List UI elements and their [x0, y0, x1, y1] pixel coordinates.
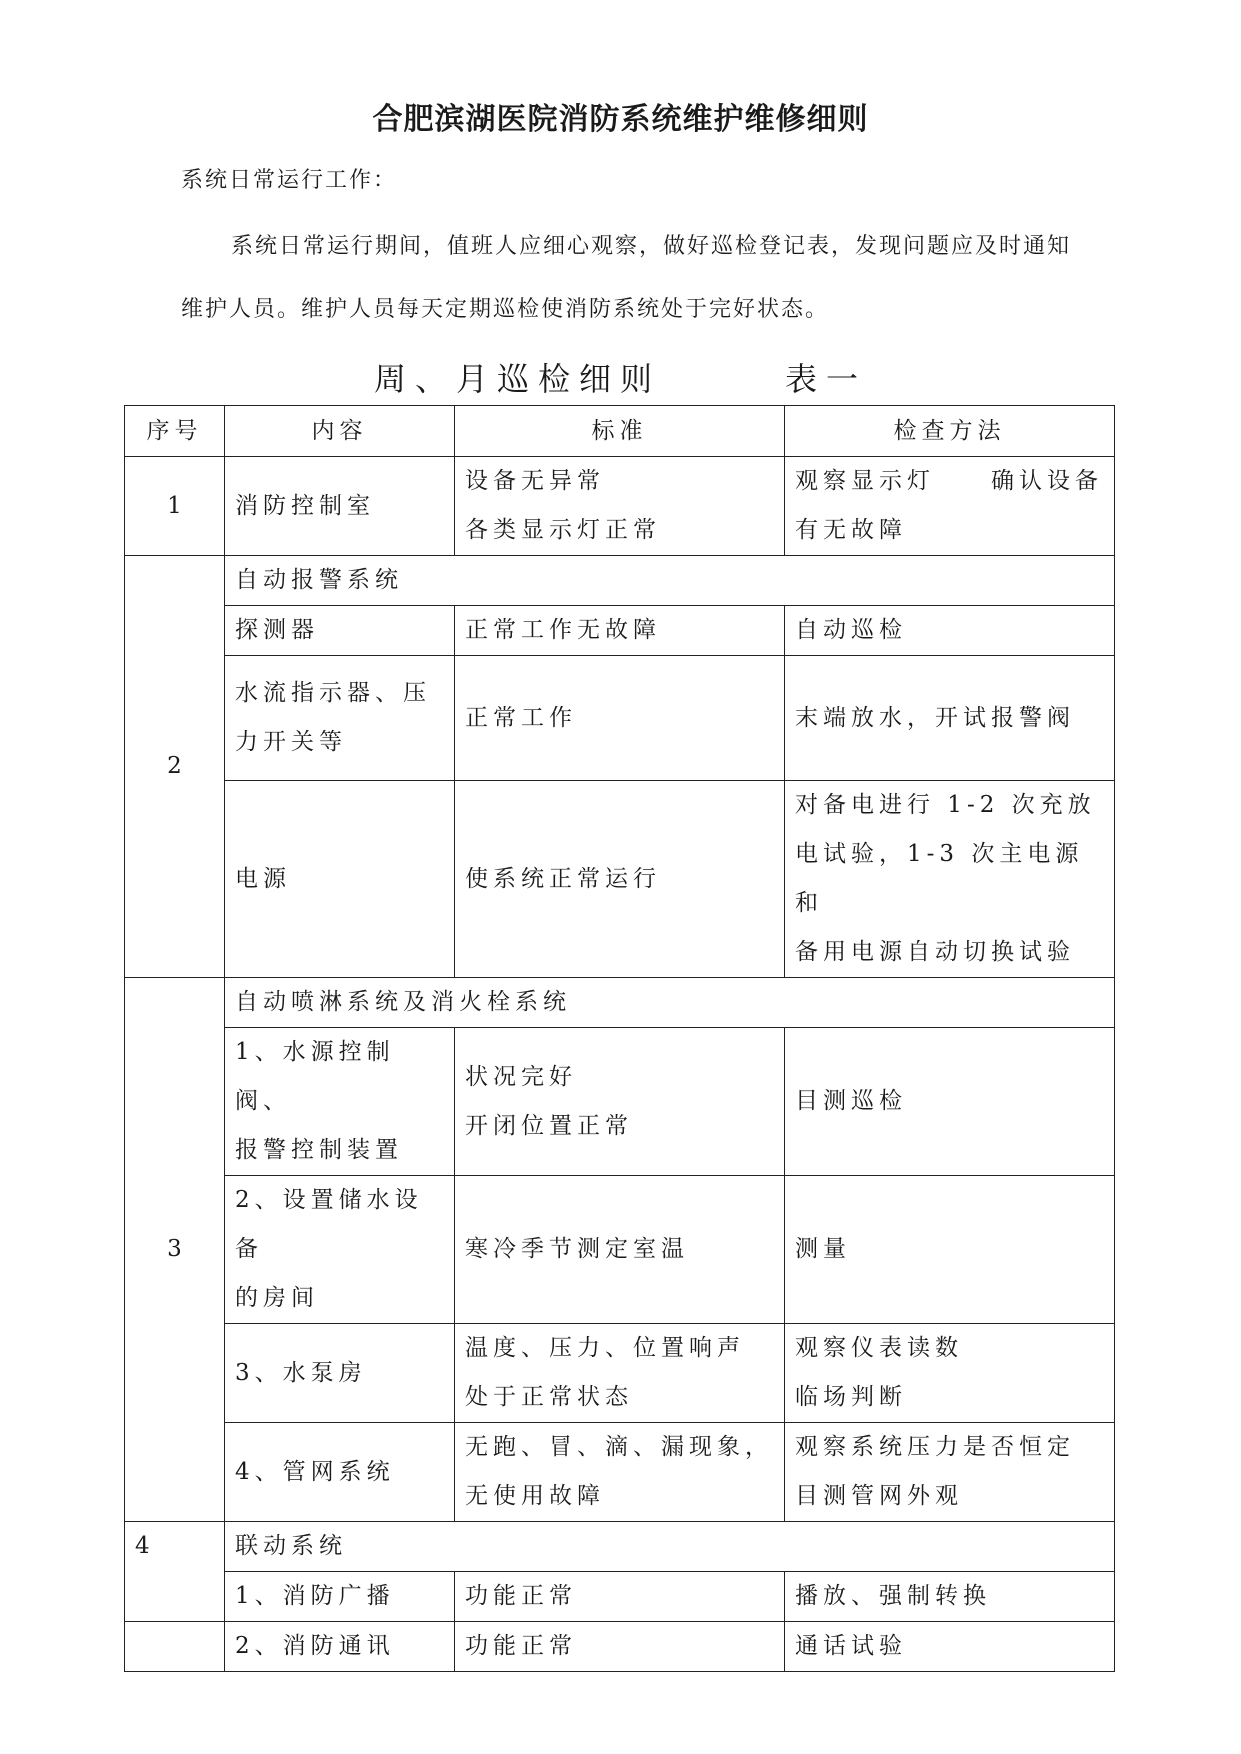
standard-cell: 寒冷季节测定室温 [455, 1176, 785, 1324]
method-line: 观察仪表读数 [795, 1335, 963, 1361]
intro-line-1: 系统日常运行期间，值班人应细心观察，做好巡检登记表，发现问题应及时通知 [231, 234, 1072, 259]
standard-cell [455, 457, 785, 556]
table-row [125, 656, 1115, 781]
method-line: 观察系统压力是否恒定 [795, 1434, 1075, 1460]
header-seq: 序号 [125, 406, 225, 457]
method-cell: 目测巡检 [785, 1028, 1115, 1176]
content-cell: 3、水泵房 [225, 1324, 455, 1423]
group-title-cell: 自动喷淋系统及消火栓系统 [225, 978, 1115, 1028]
method-cell: 播放、强制转换 [785, 1572, 1115, 1622]
content-line: 报警控制装置 [235, 1137, 403, 1163]
header-standard: 标准 [455, 406, 785, 457]
method-line: 目测管网外观 [795, 1483, 963, 1509]
method-cell: 自动巡检 [785, 606, 1115, 656]
method-line: 对备电进行 1-2 次充放 [795, 792, 1096, 818]
standard-line: 温度、压力、位置响声 [465, 1335, 745, 1361]
content-cell: 消防控制室 [225, 457, 455, 556]
content-line: 水流指示器、压 [235, 680, 431, 706]
seq-cell: 1 [125, 457, 225, 556]
seq-cell: 3 [125, 978, 225, 1522]
seq-cell: 2 [125, 556, 225, 978]
method-cell: 测量 [785, 1176, 1115, 1324]
table-row [125, 457, 1115, 556]
standard-line: 状况完好 [465, 1063, 577, 1090]
method-line: 电试验，1-3 次主电源和 [795, 841, 1084, 916]
header-method: 检查方法 [785, 406, 1115, 457]
standard-cell: 正常工作 [455, 656, 785, 781]
standard-cell: 使系统正常运行 [455, 781, 785, 978]
method-line: 临场判断 [795, 1384, 907, 1410]
document-title: 合肥滨湖医院消防系统维护维修细则 [372, 102, 869, 137]
content-line: 的房间 [235, 1285, 319, 1311]
table-row [125, 1324, 1115, 1423]
content-cell [225, 1176, 455, 1324]
intro-heading: 系统日常运行工作： [181, 168, 398, 193]
content-cell: 电源 [225, 781, 455, 978]
seq-cell: 4 [125, 1522, 225, 1622]
standard-cell: 正常工作无故障 [455, 606, 785, 656]
table-row [125, 1572, 1115, 1622]
method-cell: 末端放水，开试报警阀 [785, 656, 1115, 781]
method-line: 观察显示灯 确认设备 [795, 468, 1103, 494]
content-cell [225, 1028, 455, 1176]
standard-line: 无使用故障 [465, 1483, 605, 1509]
standard-line: 设备无异常 [465, 468, 605, 494]
table-row [125, 1423, 1115, 1522]
seq-cell [125, 1622, 225, 1672]
method-cell [785, 1423, 1115, 1522]
method-line: 备用电源自动切换试验 [795, 939, 1075, 965]
group-title-cell: 联动系统 [225, 1522, 1115, 1572]
standard-cell [455, 1324, 785, 1423]
content-line: 力开关等 [235, 729, 347, 755]
standard-cell: 功能正常 [455, 1572, 785, 1622]
method-cell [785, 1324, 1115, 1423]
method-line: 有无故障 [795, 517, 907, 543]
standard-cell [455, 1423, 785, 1522]
standard-line: 开闭位置正常 [465, 1112, 633, 1139]
table-label: 表一 [785, 360, 868, 398]
content-cell: 2、消防通讯 [225, 1622, 455, 1672]
table-row [125, 781, 1115, 978]
content-line: 1、水源控制阀、 [235, 1039, 395, 1114]
group-title-cell: 自动报警系统 [225, 556, 1115, 606]
content-line: 2、设置储水设备 [235, 1187, 423, 1262]
content-cell: 4、管网系统 [225, 1423, 455, 1522]
table-header-row [125, 406, 1115, 457]
table-row [125, 556, 1115, 606]
table-row [125, 1522, 1115, 1572]
content-cell: 1、消防广播 [225, 1572, 455, 1622]
standard-cell [455, 1028, 785, 1176]
content-cell [225, 656, 455, 781]
table-title: 周、月巡检细则 [374, 360, 662, 398]
standard-cell: 功能正常 [455, 1622, 785, 1672]
table-row [125, 1176, 1115, 1324]
header-content: 内容 [225, 406, 455, 457]
table-row [125, 978, 1115, 1028]
standard-line: 无跑、冒、滴、漏现象， [465, 1434, 773, 1460]
table-row [125, 1028, 1115, 1176]
content-cell: 探测器 [225, 606, 455, 656]
method-cell [785, 457, 1115, 556]
method-cell: 通话试验 [785, 1622, 1115, 1672]
standard-line: 处于正常状态 [465, 1384, 633, 1410]
intro-line-2: 维护人员。维护人员每天定期巡检使消防系统处于完好状态。 [181, 297, 830, 322]
method-cell [785, 781, 1115, 978]
patrol-rules-table [124, 405, 1115, 1672]
table-row [125, 606, 1115, 656]
standard-line: 各类显示灯正常 [465, 517, 661, 543]
table-row [125, 1622, 1115, 1672]
